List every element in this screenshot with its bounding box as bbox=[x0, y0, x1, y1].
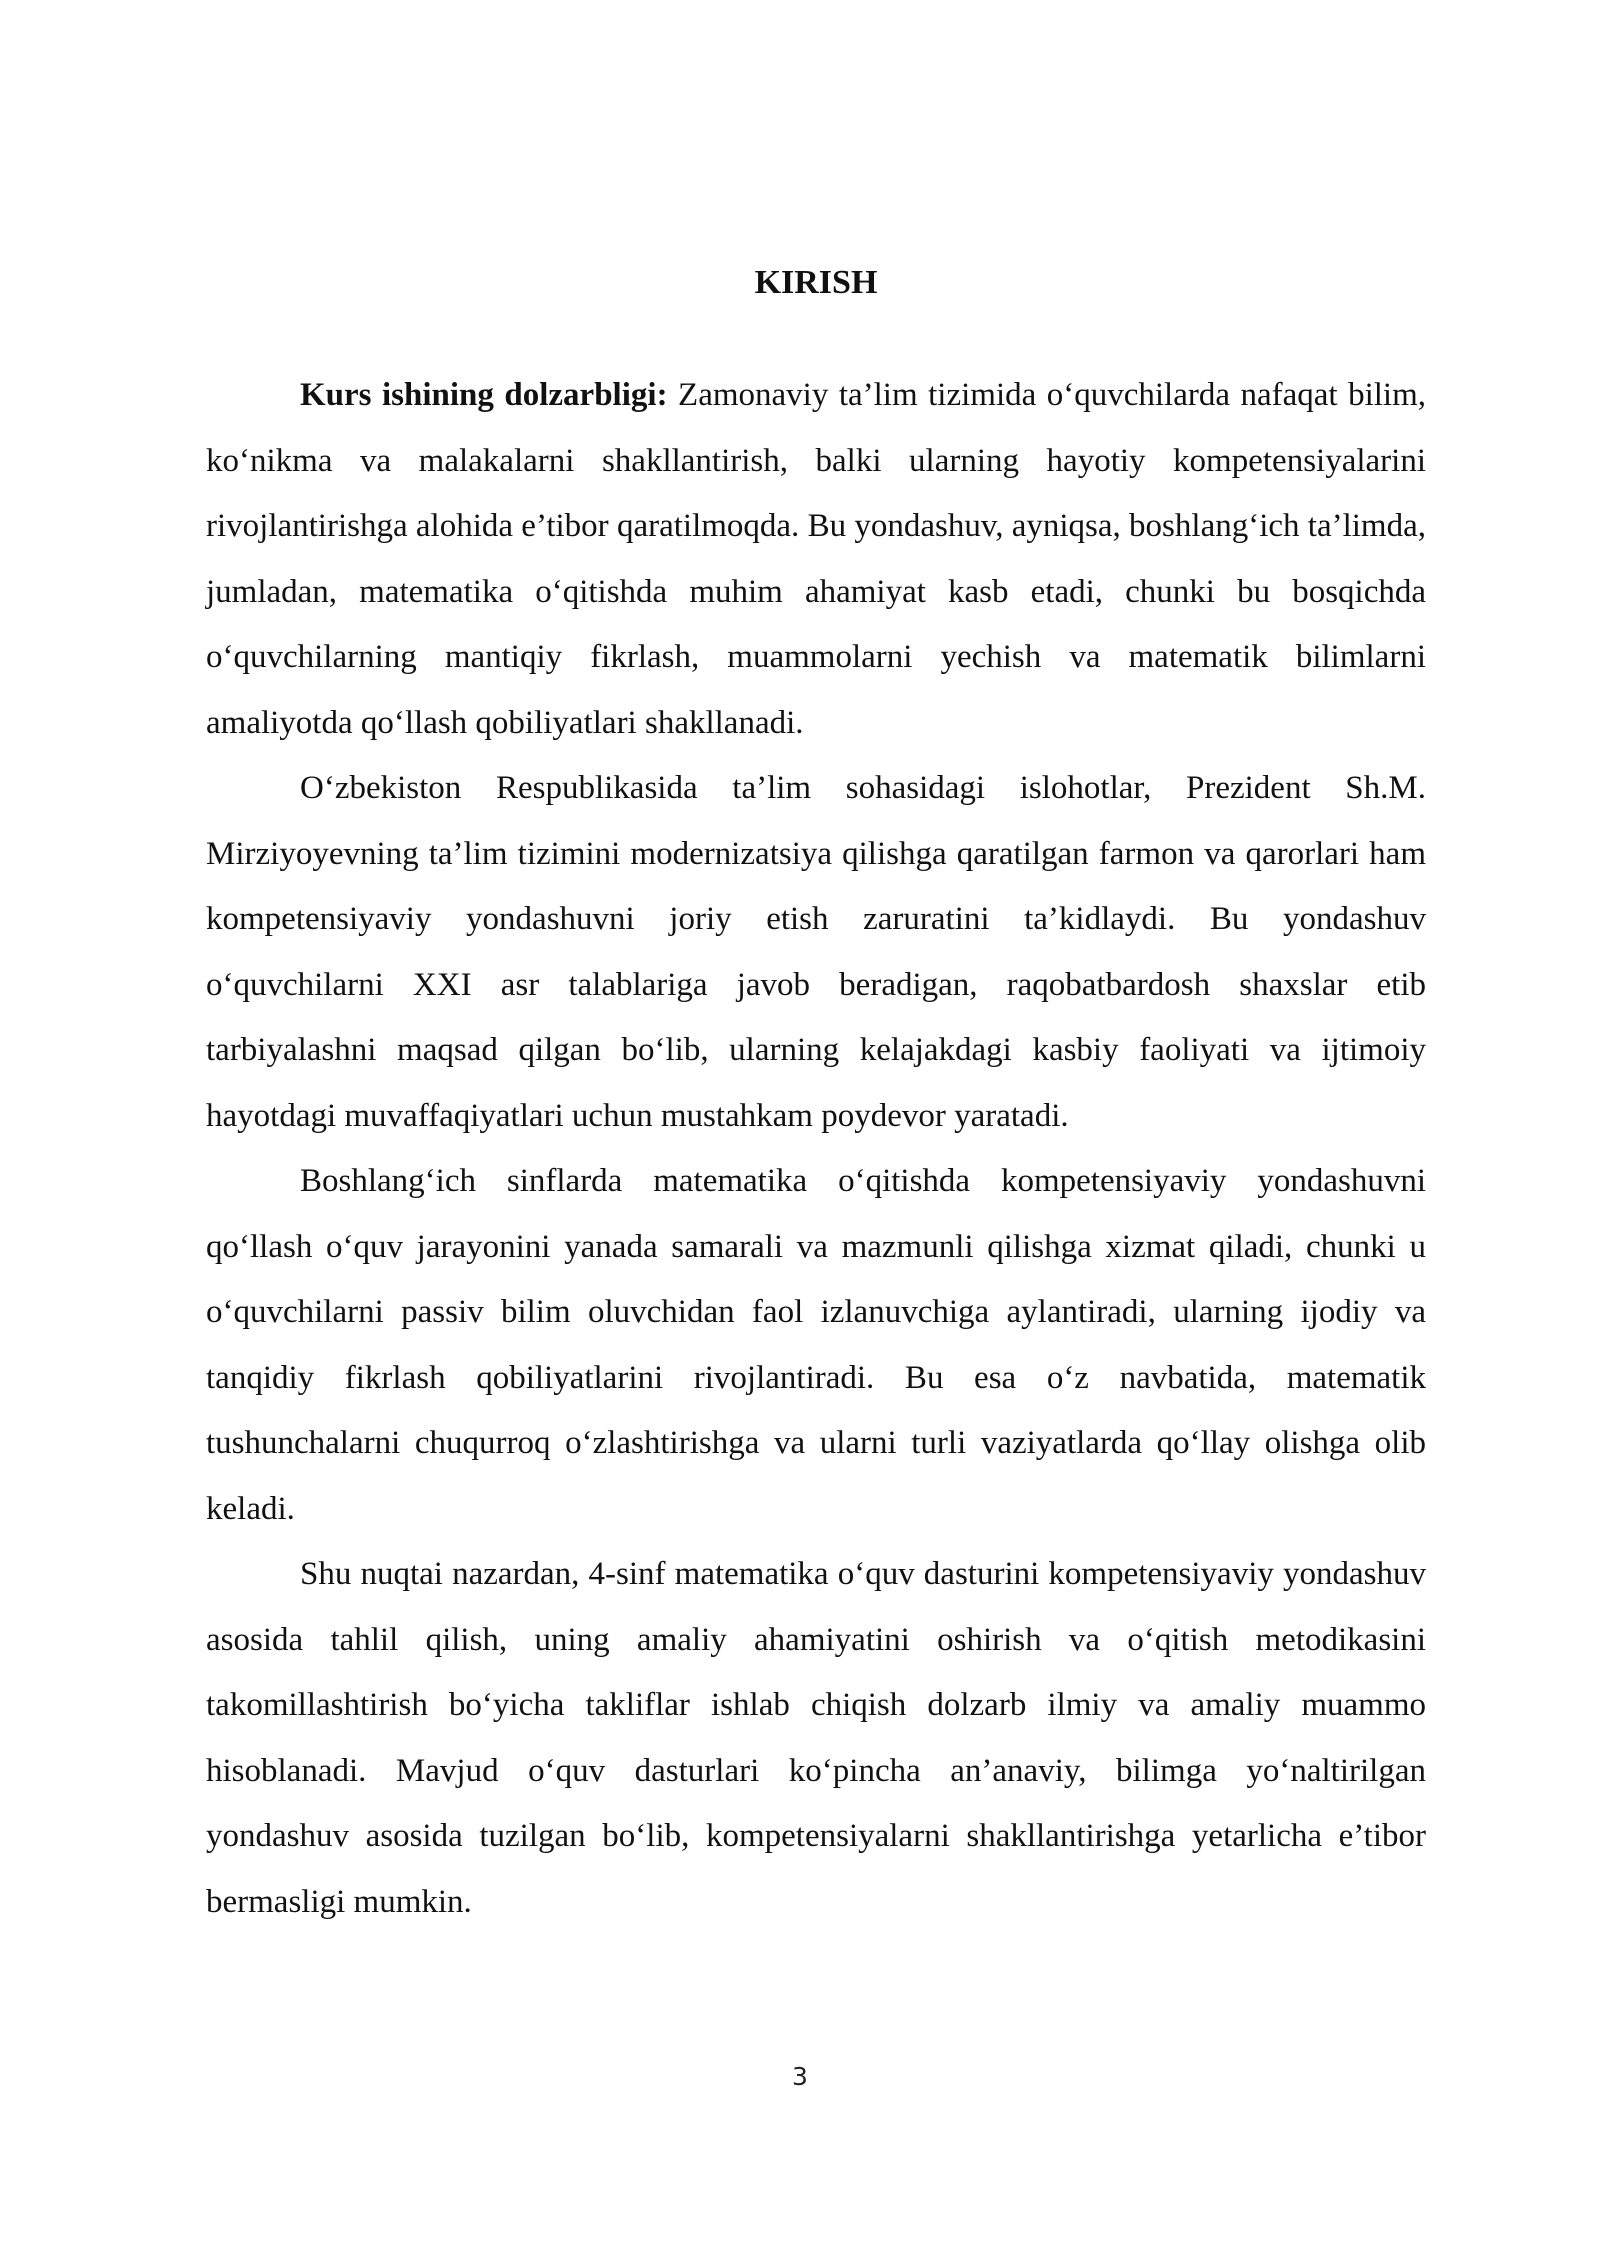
section-heading: KIRISH bbox=[754, 264, 878, 301]
page-number: 3 bbox=[792, 2062, 808, 2091]
paragraph-analysis: Shu nuqtai nazardan, 4-sinf matematika o‘quv dasturini kompetensiyaviy yondashuv asosida tahlil qilish, uning amaliy ahamiyatini oshirish va o‘qitish metodikasini takomillashtirish bo‘yicha takliflar ishlab chiqish dolzarb ilmiy va amaliy muammo hisoblanadi. Mavjud o‘quv dasturlari ko‘pincha an’anaviy, bilimga yo‘naltirilgan yondashuv asosida tuzilgan bo‘lib, kompetensiyalarni shakllantirishga yetarlicha e’tibor bermasligi mumkin. bbox=[206, 1556, 1426, 1920]
paragraph-lead: Kurs ishining dolzarbligi: bbox=[300, 377, 668, 413]
paragraph-text: Zamonaviy ta’lim tizimida o‘quvchilarda nafaqat bilim, ko‘nikma va malakalarni shakllantirish, balki ularning hayotiy kompetensiyalarini rivojlantirishga alohida e’tibor qaratilmoqda. Bu yondashuv, ayniqsa, boshlang‘ich ta’limda, jumladan, matematika o‘qitishda muhim ahamiyat kasb etadi, chunki bu bosqichda o‘quvchilarning mantiqiy fikrlash, muammolarni yechish va matematik bilimlarni amaliyotda qo‘llash qobiliyatlari shakllanadi. bbox=[206, 377, 1426, 741]
page-content bbox=[206, 255, 1426, 1935]
paragraph-reforms: O‘zbekiston Respublikasida ta’lim sohasidagi islohotlar, Prezident Sh.M. Mirziyoyevning ta’lim tizimini modernizatsiya qilishga qaratilgan farmon va qarorlari ham kompetensiyaviy yondashuvni joriy etish zaruratini ta’kidlaydi. Bu yondashuv o‘quvchilarni XXI asr talablariga javob beradigan, raqobatbardosh shaxslar etib tarbiyalashni maqsad qilgan bo‘lib, ularning kelajakdagi kasbiy faoliyati va ijtimoiy hayotdagi muvaffaqiyatlari uchun mustahkam poydevor yaratadi. bbox=[206, 770, 1426, 1134]
paragraph-competence-approach: Boshlang‘ich sinflarda matematika o‘qitishda kompetensiyaviy yondashuvni qo‘llash o‘quv jarayonini yanada samarali va mazmunli qilishga xizmat qiladi, chunki u o‘quvchilarni passiv bilim oluvchidan faol izlanuvchiga aylantiradi, ularning ijodiy va tanqidiy fikrlash qobiliyatlarini rivojlantiradi. Bu esa o‘z navbatida, matematik tushunchalarni chuqurroq o‘zlashtirishga va ularni turli vaziyatlarda qo‘llay olishga olib keladi. bbox=[206, 1163, 1426, 1527]
paragraph-relevance bbox=[206, 363, 1426, 756]
